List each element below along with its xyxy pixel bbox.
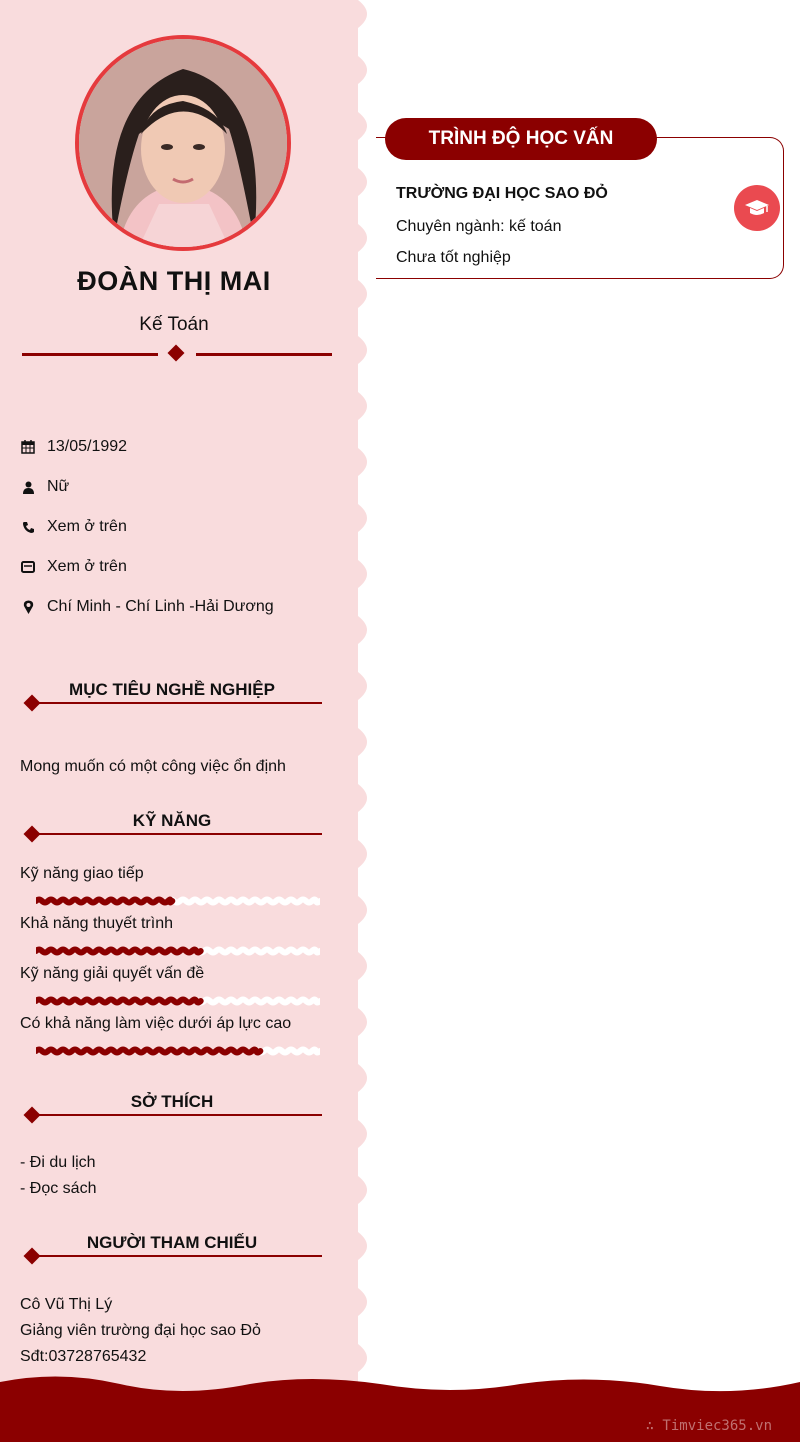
info-email [20, 556, 127, 578]
skill-bar-fill [36, 1000, 201, 1003]
skill-bar [36, 946, 320, 956]
reference-phone: Sđt:03728765432 [20, 1348, 147, 1365]
education-school: TRƯỜNG ĐẠI HỌC SAO ĐỎ [396, 185, 608, 202]
skill-bar [36, 896, 320, 906]
objective-text: Mong muốn có một công việc ổn định [20, 758, 286, 775]
info-address [20, 596, 274, 618]
avatar [75, 35, 291, 251]
skill-bar [36, 996, 320, 1006]
skill-label: Khả năng thuyết trình [20, 915, 173, 932]
section-objective-heading: MỤC TIÊU NGHỀ NGHIỆP [22, 680, 322, 710]
section-skills-heading: KỸ NĂNG [22, 811, 322, 841]
education-major: Chuyên ngành: kế toán [396, 218, 562, 235]
skill-label: Kỹ năng giải quyết vấn đề [20, 965, 205, 982]
skill-label: Kỹ năng giao tiếp [20, 865, 144, 882]
hobby-item: - Đọc sách [20, 1180, 97, 1197]
skill-bar-fill [36, 900, 172, 903]
location-icon [20, 599, 36, 615]
skill-bar-fill [36, 1050, 260, 1053]
info-text: 13/05/1992 [47, 438, 128, 455]
email-icon [20, 559, 36, 575]
job-title: Kế Toán [139, 314, 209, 335]
skill-label: Có khả năng làm việc dưới áp lực cao [20, 1015, 292, 1032]
name-divider [22, 345, 332, 365]
info-text: Nữ [47, 478, 70, 495]
section-reference-heading: NGƯỜI THAM CHIẾU [22, 1233, 322, 1263]
hobby-item: - Đi du lịch [20, 1154, 96, 1171]
section-hobbies-heading: SỞ THÍCH [22, 1092, 322, 1122]
info-gender [20, 476, 69, 498]
graduation-cap-icon [734, 185, 780, 231]
calendar-icon [20, 439, 36, 455]
education-status: Chưa tốt nghiệp [396, 249, 511, 266]
phone-icon [20, 519, 36, 535]
info-text: Xem ở trên [47, 558, 127, 575]
user-icon [20, 479, 36, 495]
info-text: Xem ở trên [47, 518, 127, 535]
sidebar-wave-edge [340, 0, 380, 1400]
reference-name: Cô Vũ Thị Lý [20, 1296, 113, 1313]
skill-bar [36, 1046, 320, 1056]
info-text: Chí Minh - Chí Linh -Hải Dương [47, 598, 274, 615]
candidate-name: ĐOÀN THỊ MAI [77, 266, 271, 296]
watermark: ∴ Timviec365.vn [645, 1418, 772, 1434]
info-birthdate [20, 436, 127, 458]
info-phone [20, 516, 127, 538]
skill-bar-fill [36, 950, 201, 953]
education-heading: TRÌNH ĐỘ HỌC VẤN [385, 118, 657, 160]
reference-position: Giảng viên trường đại học sao Đỏ [20, 1322, 261, 1339]
avatar-photo [79, 39, 287, 247]
